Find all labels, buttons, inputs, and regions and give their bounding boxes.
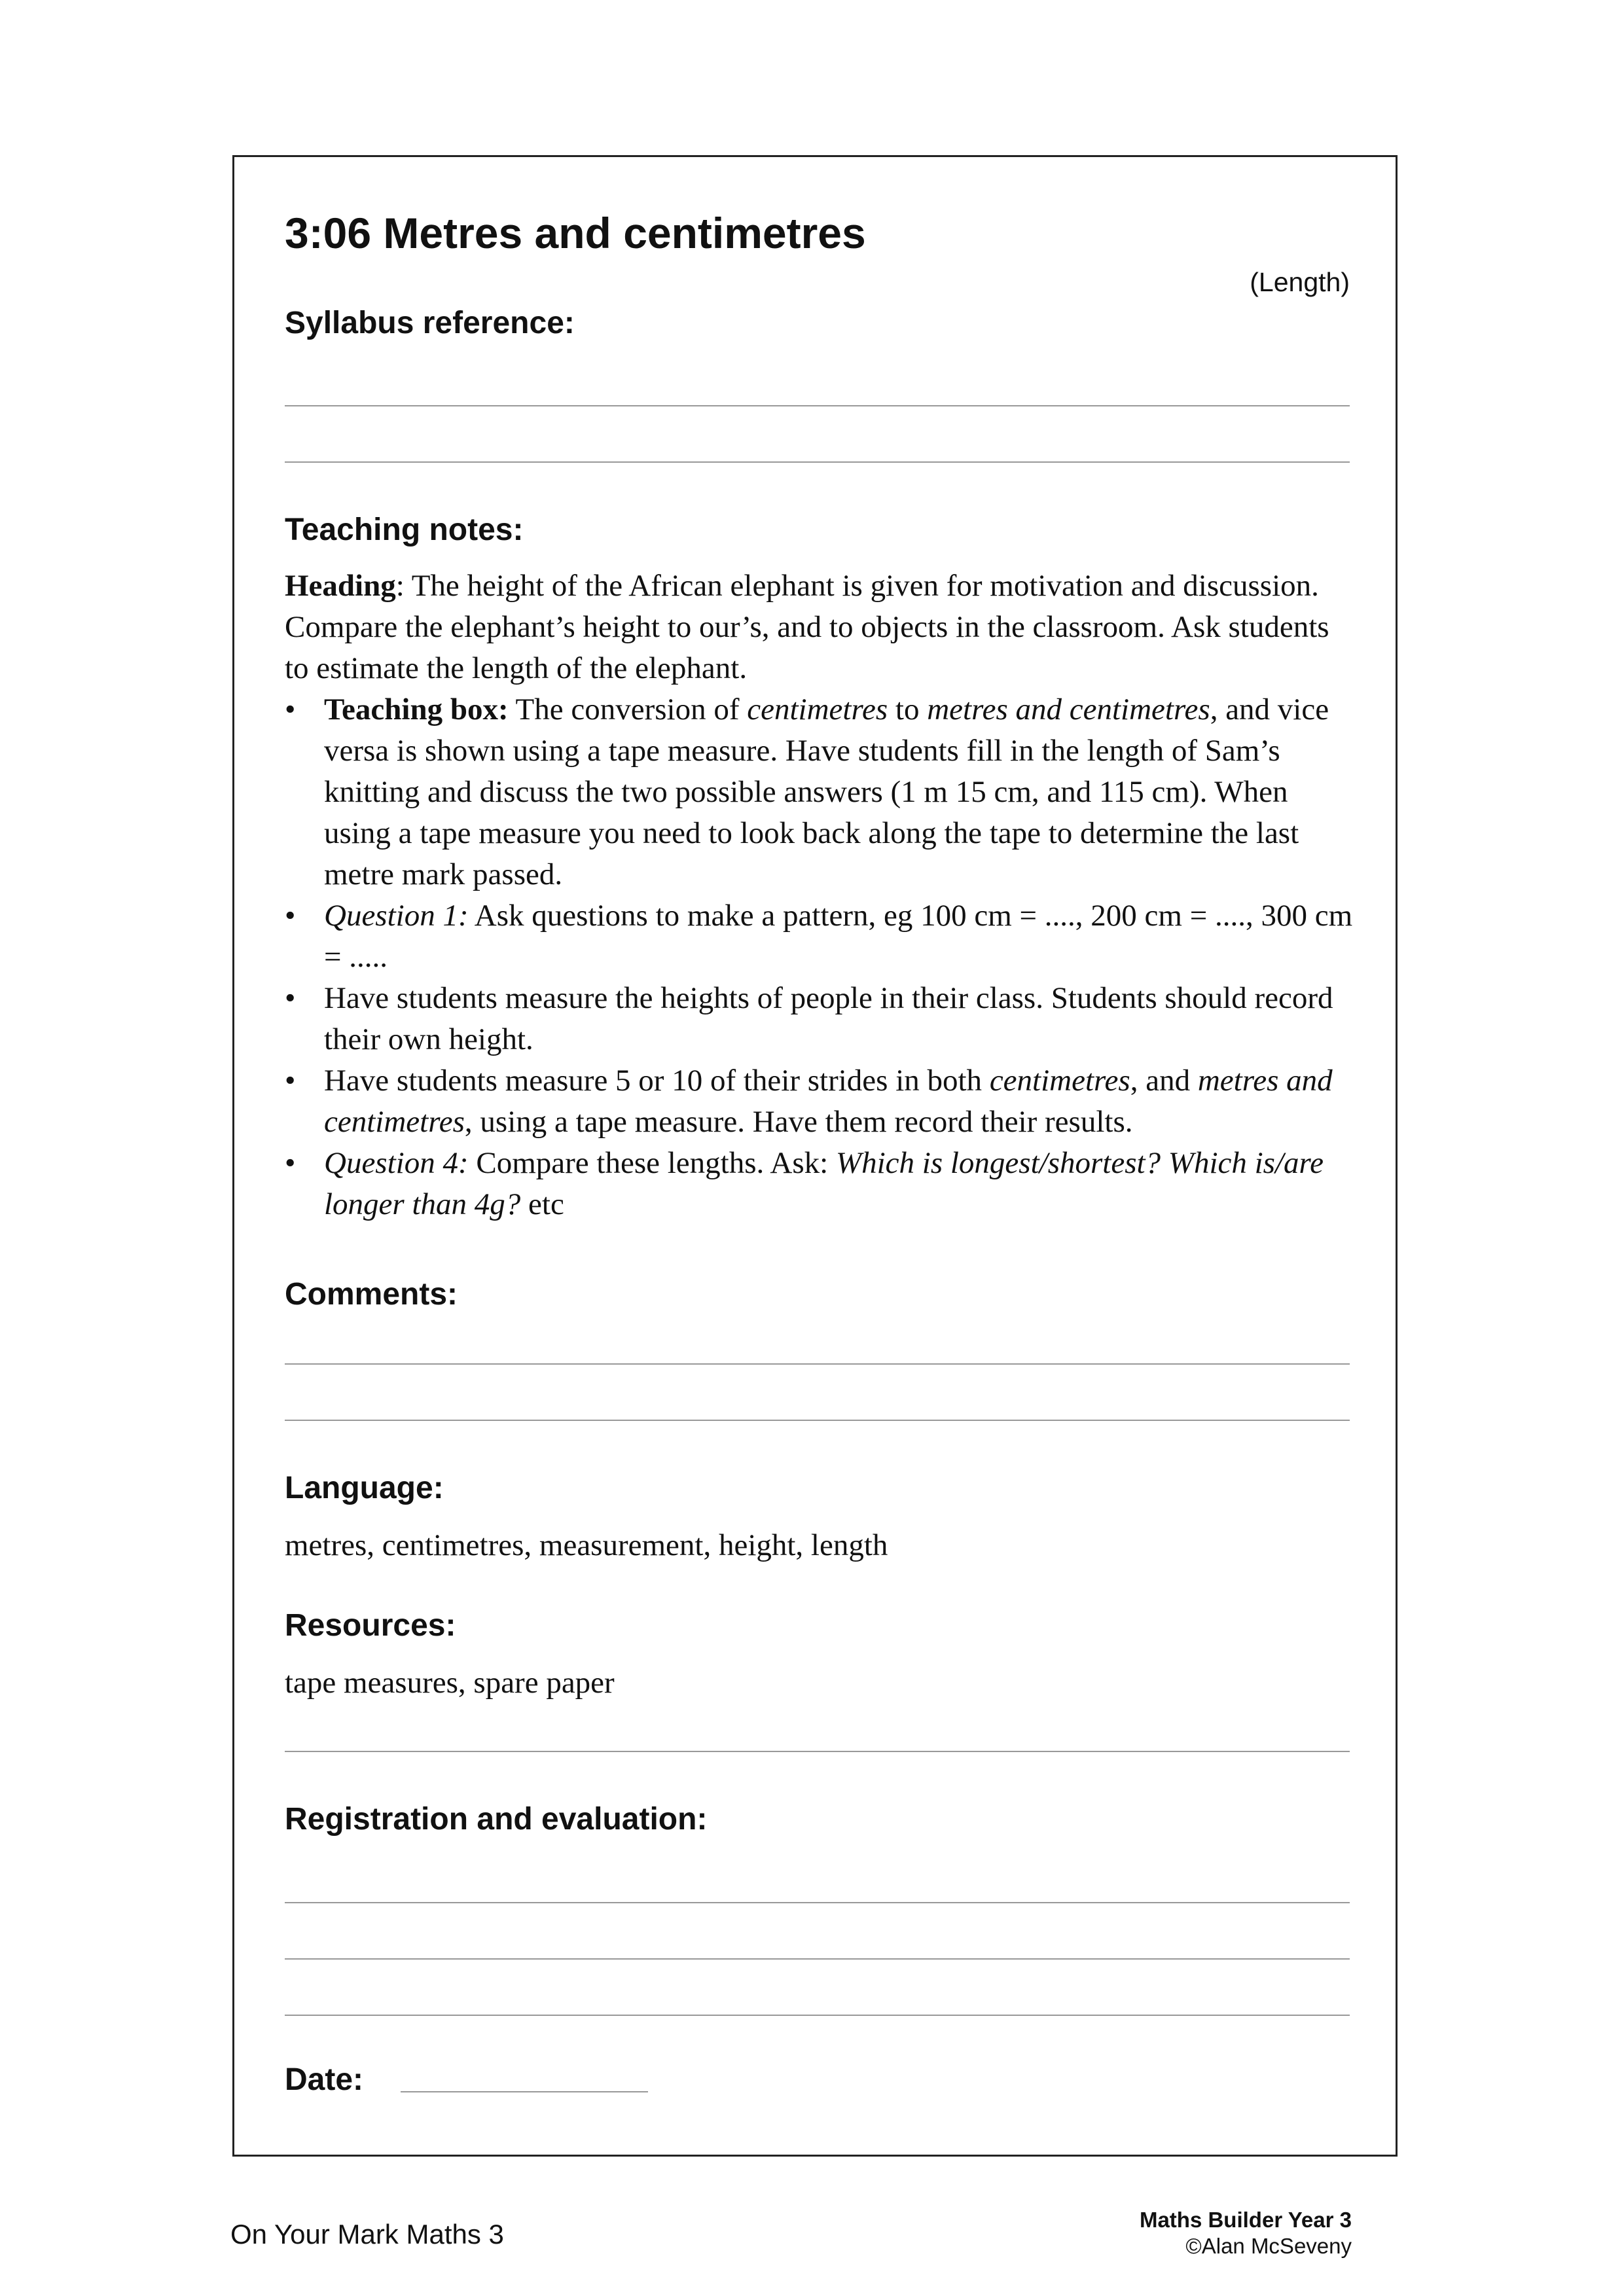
list-item xyxy=(285,689,1358,895)
bullet-text: Ask questions to make a pattern, eg 100 cm = ...., 200 cm = ...., 300 cm = ..... xyxy=(324,899,1353,974)
syllabus-line-1 xyxy=(285,405,1350,406)
bullet-text: , and vice versa is shown using a tape measure. Have students fill in the length of Sam’s knitting and discuss the two possible answers (1 m 15 cm, and 115 cm). When using a tape measure you need to look back along the tape to determine the last metre mark passed. xyxy=(324,692,1329,891)
bullet-italic: Which is longest/shortest? Which is/are longer than 4g? xyxy=(324,1146,1324,1221)
registration-line-3 xyxy=(285,2015,1350,2016)
intro-text: : The height of the African elephant is given for motivation and discussion. Compare the elephant’s height to our’s, and to objects in the classroom. Ask students to estimate the length of the elephant. xyxy=(285,569,1329,685)
list-item xyxy=(285,895,1358,978)
bullet-italic: centimetres xyxy=(747,692,888,726)
bullet-italic: metres and centimetres xyxy=(324,1064,1333,1139)
list-item xyxy=(285,978,1358,1060)
list-item xyxy=(285,1060,1358,1143)
syllabus-line-2 xyxy=(285,461,1350,463)
language-text: metres, centimetres, measurement, height, length xyxy=(285,1528,888,1562)
date-label: Date: xyxy=(285,2062,364,2097)
date-field-line xyxy=(401,2091,648,2092)
resources-heading: Resources: xyxy=(285,1608,456,1643)
footer-copyright: ©Alan McSeveny xyxy=(1185,2234,1352,2258)
footer-book-title: On Your Mark Maths 3 xyxy=(230,2219,504,2250)
bullet-italic: Question 4: xyxy=(324,1146,469,1180)
bullet-text: The conversion of xyxy=(508,692,748,726)
registration-line-2 xyxy=(285,1958,1350,1960)
bullet-italic: centimetres xyxy=(989,1064,1130,1098)
comments-line-2 xyxy=(285,1420,1350,1421)
list-item xyxy=(285,1143,1358,1225)
bullet-text: Compare these lengths. Ask: xyxy=(468,1146,836,1180)
footer-series-title: Maths Builder Year 3 xyxy=(1139,2208,1352,2232)
comments-heading: Comments: xyxy=(285,1277,458,1312)
teaching-bullets xyxy=(285,689,1358,1225)
topic-label: (Length) xyxy=(1250,267,1350,297)
bullet-italic: Question 1: xyxy=(324,899,469,933)
resources-text: tape measures, spare paper xyxy=(285,1666,615,1700)
bullet-text: etc xyxy=(520,1187,564,1221)
bullet-text: , and xyxy=(1130,1064,1198,1098)
page-title: 3:06 Metres and centimetres xyxy=(285,209,866,257)
bullet-text: Have students measure 5 or 10 of their strides in both xyxy=(324,1064,990,1098)
comments-line-1 xyxy=(285,1363,1350,1365)
teaching-intro xyxy=(285,565,1358,689)
footer-credits xyxy=(1060,2207,1352,2259)
resources-line xyxy=(285,1751,1350,1752)
teaching-notes-heading: Teaching notes: xyxy=(285,512,524,547)
intro-bold: Heading xyxy=(285,569,396,603)
syllabus-heading: Syllabus reference: xyxy=(285,306,575,340)
bullet-italic: metres and centimetres xyxy=(927,692,1210,726)
bullet-text: , using a tape measure. Have them record their results. xyxy=(464,1105,1133,1139)
language-heading: Language: xyxy=(285,1471,444,1505)
bullet-bold: Teaching box: xyxy=(324,692,509,726)
bullet-text: to xyxy=(888,692,928,726)
registration-line-1 xyxy=(285,1902,1350,1903)
registration-heading: Registration and evaluation: xyxy=(285,1802,708,1837)
bullet-text: Have students measure the heights of people in their class. Students should record their own height. xyxy=(324,981,1333,1056)
